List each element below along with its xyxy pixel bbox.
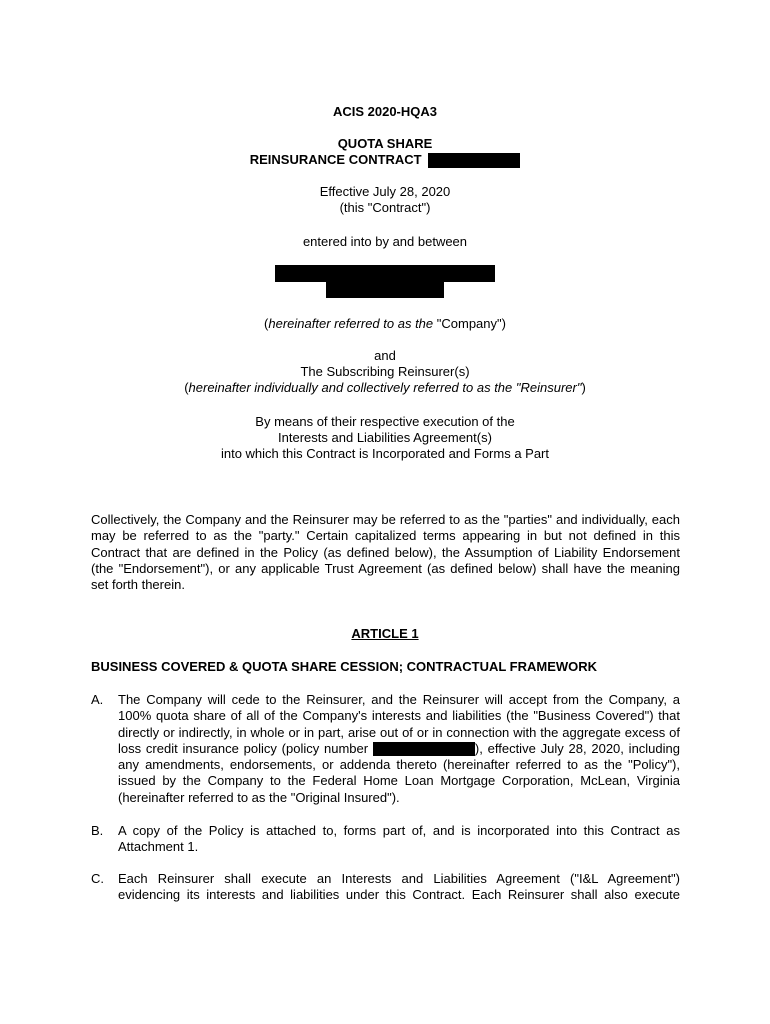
contract-title — [0, 136, 770, 168]
title-line-1: QUOTA SHARE — [337, 136, 433, 151]
article-item-c — [91, 871, 680, 904]
effective-block — [0, 184, 770, 216]
article-heading: ARTICLE 1 — [351, 626, 419, 641]
execution-block — [0, 414, 770, 462]
item-body — [118, 692, 680, 806]
reinsurer-reference-italic: hereinafter individually and collectively referred to as the "Reinsurer" — [188, 380, 582, 395]
title-line-2-text: REINSURANCE CONTRACT — [249, 152, 422, 167]
redacted-policy-number — [373, 742, 475, 756]
article-subheading: BUSINESS COVERED & QUOTA SHARE CESSION; CONTRACTUAL FRAMEWORK — [91, 659, 598, 674]
reinsurer-reference-open: ( — [184, 380, 189, 395]
item-label: C. — [91, 871, 104, 886]
and-line: and — [374, 348, 396, 363]
redacted-contract-number — [428, 153, 520, 168]
redacted-company-name — [275, 265, 495, 282]
item-body: A copy of the Policy is attached to, forms part of, and is incorporated into this Contract as Attachment 1. — [118, 823, 680, 855]
company-reference — [0, 316, 770, 332]
article-item-a — [91, 692, 680, 806]
item-text-after: ), effective July 28, 2020, including any amendments, endorsements, or addenda thereto (hereinafter referred to as the "Policy"), issued by the Company to the Federal Home Loan Mortgage Corporation, McLean, Virginia (hereinafter referred to as the "Original Insured"). — [118, 740, 680, 805]
title-line-2 — [0, 152, 770, 168]
execution-line-2: Interests and Liabilities Agreement(s) — [278, 430, 492, 445]
this-contract-note: (this "Contract") — [339, 200, 431, 215]
deal-name: ACIS 2020-HQA3 — [332, 104, 438, 119]
redacted-company-location — [326, 282, 444, 298]
item-label: B. — [91, 823, 104, 838]
reinsurer-block — [0, 348, 770, 396]
reinsurer-reference — [0, 380, 770, 396]
intro-paragraph: Collectively, the Company and the Reinsurer may be referred to as the "parties" and individually, each may be referred to as the "party." Certain capitalized terms appearing in but not defined in this Contract that are defined in the Policy (as defined below), the Assumption of Liability Endorsement (the "Endorsement"), or any applicable Trust Agreement (as defined below) shall have the meaning set forth therein. — [91, 512, 680, 593]
execution-line-1: By means of their respective execution of the — [255, 414, 515, 429]
company-reference-open: ( — [264, 316, 269, 331]
item-body: Each Reinsurer shall execute an Interests and Liabilities Agreement ("I&L Agreement") evidencing its interests and liabilities under this Contract. Each Reinsurer shall also execute — [118, 871, 680, 903]
item-text-before: The Company will cede to the Reinsurer, and the Reinsurer will accept from the Company, a 100% quota share of all of the Company's interests and liabilities (the "Business Covered") that directly or indirectly, in whole or in part, arise out of or in connection with the aggregate excess of loss credit insurance policy (policy number — [118, 692, 680, 756]
effective-date: Effective July 28, 2020 — [319, 184, 451, 199]
reinsurer-reference-close: ) — [581, 380, 586, 395]
article-item-b — [91, 823, 680, 856]
item-label: A. — [91, 692, 104, 707]
company-reference-italic: hereinafter referred to as the — [268, 316, 434, 331]
execution-line-3: into which this Contract is Incorporated and Forms a Part — [220, 446, 550, 461]
company-reference-term: "Company") — [433, 316, 506, 331]
entered-line: entered into by and between — [302, 234, 468, 249]
reinsurer-name: The Subscribing Reinsurer(s) — [300, 364, 470, 379]
